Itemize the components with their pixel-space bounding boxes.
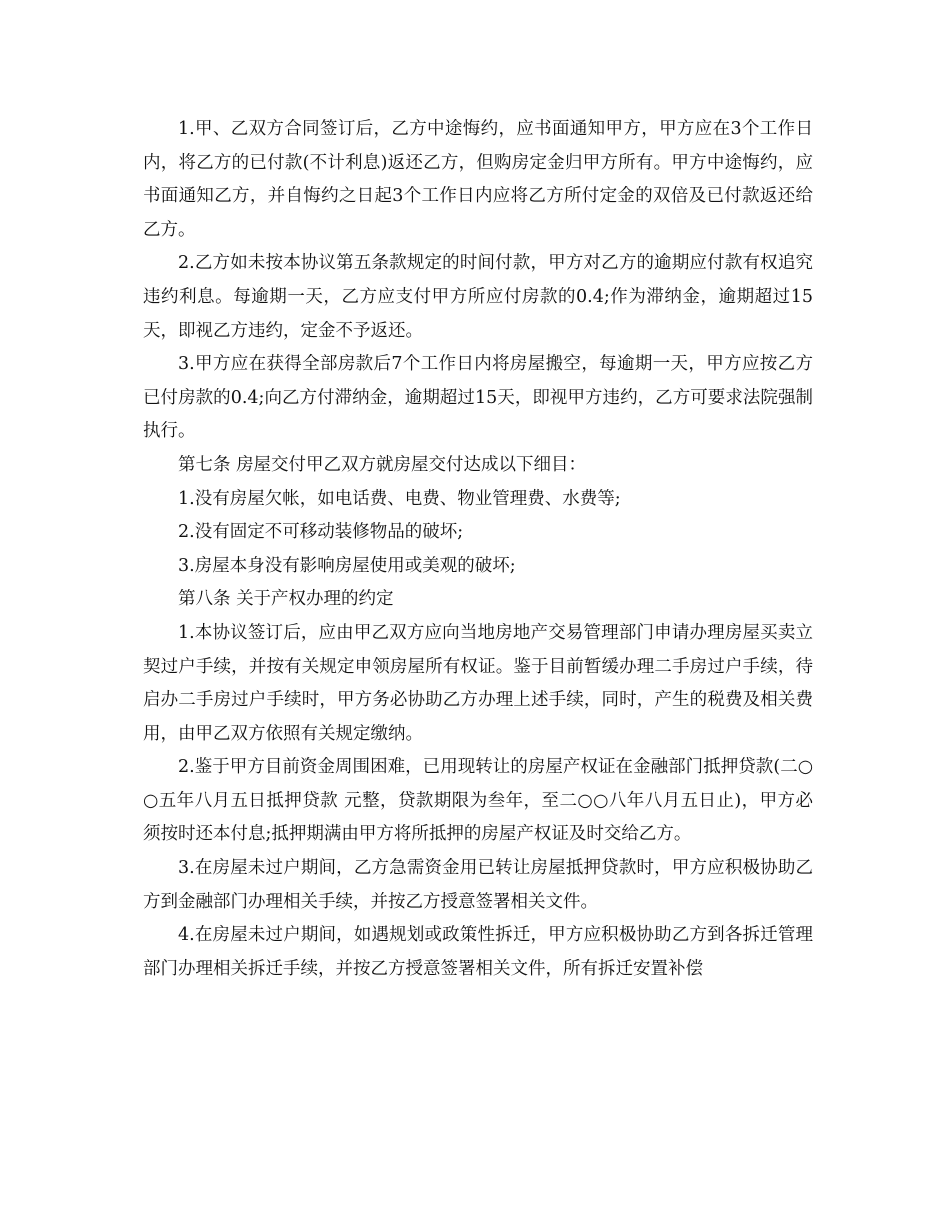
document-body — [143, 113, 813, 986]
paragraph-3: 3.甲方应在获得全部房款后7个工作日内将房屋搬空，每逾期一天，甲方应按乙方已付房款的0.4;向乙方付滞纳金，逾期超过15天，即视甲方违约，乙方可要求法院强制执行。 — [143, 354, 813, 442]
article-7-heading: 第七条 房屋交付甲乙双方就房屋交付达成以下细目： — [178, 454, 587, 475]
article-8-item-2: 2.鉴于甲方目前资金周围困难，已用现转让的房屋产权证在金融部门抵押贷款(二○○五年八月五日抵押贷款 元整，贷款期限为叁年，至二○○八年八月五日止)，甲方必须按时还本付息;抵押期满由甲方将所抵押的房屋产权证及时交给乙方。 — [143, 757, 813, 845]
article-7-item-3: 3.房屋本身没有影响房屋使用或美观的破坏; — [178, 555, 516, 576]
article-8-heading: 第八条 关于产权办理的约定 — [178, 589, 394, 610]
article-8-item-4: 4.在房屋未过户期间，如遇规划或政策性拆迁，甲方应积极协助乙方到各拆迁管理部门办理相关拆迁手续，并按乙方授意签署相关文件，所有拆迁安置补偿 — [143, 925, 813, 979]
article-8-item-3: 3.在房屋未过户期间，乙方急需资金用已转让房屋抵押贷款时，甲方应积极协助乙方到金融部门办理相关手续，并按乙方授意签署相关文件。 — [143, 858, 813, 912]
paragraph-1: 1.甲、乙双方合同签订后，乙方中途悔约，应书面通知甲方，甲方应在3个工作日内，将乙方的已付款(不计利息)返还乙方，但购房定金归甲方所有。甲方中途悔约，应书面通知乙方，并自悔约之日起3个工作日内应将乙方所付定金的双倍及已付款返还给乙方。 — [143, 119, 813, 240]
article-7-item-2: 2.没有固定不可移动装修物品的破坏; — [178, 522, 464, 543]
article-8-item-1: 1.本协议签订后，应由甲乙双方应向当地房地产交易管理部门申请办理房屋买卖立契过户手续，并按有关规定申领房屋所有权证。鉴于目前暂缓办理二手房过户手续，待启办二手房过户手续时，甲方务必协助乙方办理上述手续，同时，产生的税费及相关费用，由甲乙双方依照有关规定缴纳。 — [143, 622, 813, 744]
article-7-item-1: 1.没有房屋欠帐，如电话费、电费、物业管理费、水费等; — [178, 488, 621, 509]
paragraph-2: 2.乙方如未按本协议第五条款规定的时间付款，甲方对乙方的逾期应付款有权追究违约利息。每逾期一天，乙方应支付甲方所应付房款的0.4;作为滞纳金，逾期超过15天，即视乙方违约，定金不予返还。 — [143, 253, 813, 341]
